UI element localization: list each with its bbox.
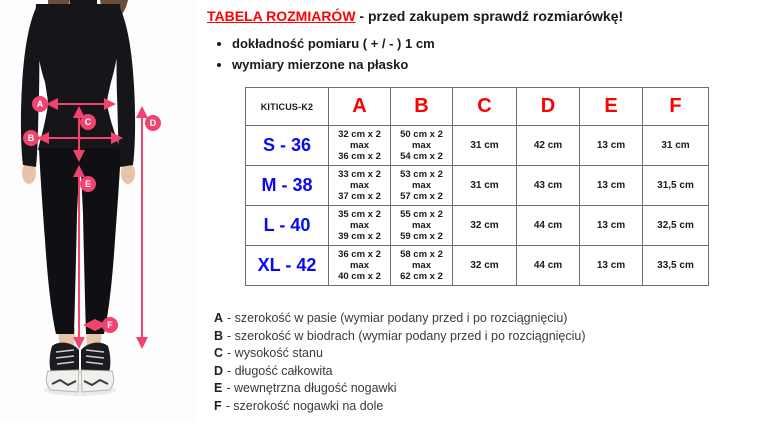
measure-badge-f: F — [102, 317, 118, 333]
measure-cell: 50 cm x 2 max 54 cm x 2 — [391, 126, 453, 166]
measure-cell: 31,5 cm — [643, 166, 709, 206]
size-table — [245, 87, 709, 286]
legend-item-a: A - szerokość w pasie (wymiar podany przed i po rozciągnięciu) — [214, 311, 568, 325]
note-accuracy: • dokładność pomiaru ( + / - ) 1 cm — [232, 33, 435, 54]
measure-cell: 53 cm x 2 max 57 cm x 2 — [391, 166, 453, 206]
table-row-m38 — [246, 166, 709, 206]
column-b: B — [391, 88, 453, 126]
model-silhouette — [0, 0, 195, 423]
measure-cell: 31 cm — [453, 166, 517, 206]
measure-cell: 32 cm — [453, 246, 517, 286]
measurement-legend — [214, 310, 586, 415]
measure-cell: 13 cm — [580, 246, 643, 286]
column-f: F — [643, 88, 709, 126]
page-title-highlight: TABELA ROZMIARÓW — [207, 8, 356, 24]
measure-cell: 33,5 cm — [643, 246, 709, 286]
size-table-header — [246, 88, 709, 126]
column-d: D — [517, 88, 580, 126]
legend-item-d: D - długość całkowita — [214, 363, 333, 378]
measure-cell: 44 cm — [517, 206, 580, 246]
size-label: M - 38 — [246, 166, 329, 206]
measure-cell: 13 cm — [580, 166, 643, 206]
measure-badge-b: B — [23, 130, 39, 146]
measure-badge-e: E — [80, 176, 96, 192]
measure-cell: 13 cm — [580, 206, 643, 246]
measure-cell: 36 cm x 2 max 40 cm x 2 — [329, 246, 391, 286]
table-row-s36 — [246, 126, 709, 166]
product-code: KITICUS-K2 — [246, 88, 329, 126]
measure-cell: 42 cm — [517, 126, 580, 166]
measure-cell: 32,5 cm — [643, 206, 709, 246]
measure-cell: 43 cm — [517, 166, 580, 206]
measurement-notes — [214, 33, 435, 75]
measure-badge-d: D — [145, 115, 161, 131]
measure-badge-a: A — [32, 96, 48, 112]
column-a: A — [329, 88, 391, 126]
size-label: XL - 42 — [246, 246, 329, 286]
measure-cell: 32 cm x 2 max 36 cm x 2 — [329, 126, 391, 166]
measure-cell: 31 cm — [643, 126, 709, 166]
table-row-xl42 — [246, 246, 709, 286]
measure-cell: 58 cm x 2 max 62 cm x 2 — [391, 246, 453, 286]
measure-badge-c: C — [80, 114, 96, 130]
size-label: L - 40 — [246, 206, 329, 246]
measure-cell: 55 cm x 2 max 59 cm x 2 — [391, 206, 453, 246]
measure-cell: 31 cm — [453, 126, 517, 166]
page-title-rest: - przed zakupem sprawdź rozmiarówkę! — [355, 8, 624, 24]
table-row-l40 — [246, 206, 709, 246]
measure-cell: 44 cm — [517, 246, 580, 286]
column-e: E — [580, 88, 643, 126]
page-title — [207, 8, 623, 24]
legend-item-e: E - wewnętrzna długość nogawki — [214, 381, 397, 395]
size-label: S - 36 — [246, 126, 329, 166]
legend-item-b: B - szerokość w biodrach (wymiar podany przed i po rozciągnięciu) — [214, 328, 586, 343]
measure-cell: 35 cm x 2 max 39 cm x 2 — [329, 206, 391, 246]
note-flat-measure: • wymiary mierzone na płasko — [232, 54, 435, 75]
legend-item-c: C - wysokość stanu — [214, 346, 323, 360]
measure-cell: 33 cm x 2 max 37 cm x 2 — [329, 166, 391, 206]
measure-cell: 13 cm — [580, 126, 643, 166]
legend-item-f: F - szerokość nogawki na dole — [214, 398, 384, 413]
column-c: C — [453, 88, 517, 126]
measure-cell: 32 cm — [453, 206, 517, 246]
product-photo — [0, 0, 195, 423]
